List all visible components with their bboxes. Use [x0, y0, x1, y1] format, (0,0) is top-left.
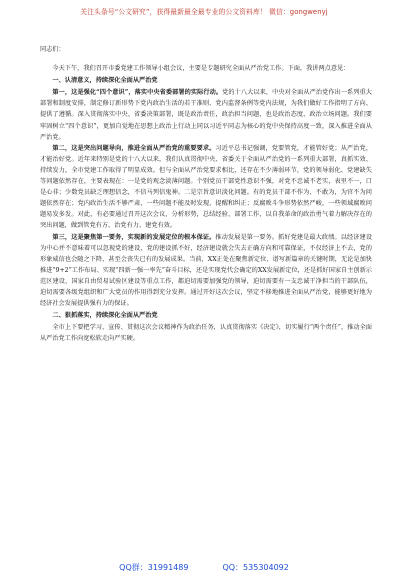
greeting: 同志们： [40, 46, 65, 53]
footer-qq: QQ：535304092 [222, 563, 289, 572]
paragraph-second-body: 习近平总书记强调，党要管党，才能管好党；从严治党，才能治好党。近年来特别是党的十八大以来，我们认真贯彻中央、省委关于全面从严治党的一系列重大部署，真抓实效、持续发力，全市党建工作取得了明显成效。但与全面从严治党要求相比，还存在不少薄弱环节，党的领导弱化、党建缺失等问题依然存在，主要表现在：一是党的观念淡薄问题。个别党员干部党性意识不强，对党不忠诚不老实，表里不一，口是心非；少数党员缺乏理想信念，不信马列信鬼神。二是宗旨意识淡化问题。有的党员干部不作为、不敢为，为官不为问题依然存在；党内政治生活不够严肃，一些问题不能及时发现、提醒和纠正；反腐败斗争形势依然严峻，一些领域腐败问题易发多发。对此，有必要通过召开这次会议，分析形势，总结经验、部署工作，以自我革命的政治勇气着力解决存在的突出问题，做到管党有方、治党有力、建党有效。 [40, 144, 373, 230]
paragraph-third-body: 推动发展是第一要务。抓好党建是最大政绩。以经济建设为中心并不意味着可以忽视党的建设，党的建设抓不好，经济建设就会失去正确方向和可靠保证，不仅经济上不去，党的形象威信也会随之下降，甚至会丧失已有的发展成果。当前，XX正处在聚焦新定位、谱写新篇章的关键时期，无论是加快推进“9+2”工作布局、实现“四新一强一率先”奋斗目标，还是实现党代会确定的XX发展新定位，还是抓好国家自主创新示范区建设、国家自由贸易试验区建设等重点工作，都迫切需要加强党的领导，迫切需要有一支忠诚干净担当的干部队伍，迫切需要各级党组织和广大党员的作用得到充分发挥。通过开好这次会议，坚定不移地推进全面从严治党，能够更好地为经济社会发展提供强有力的保证。 [40, 233, 373, 308]
footer-contact [0, 562, 408, 573]
intro-paragraph: 今天下午，我们召开市委党建工作领导小组会议，主要是专题研究全面从严治党工作。下面，我讲两点意见： [52, 65, 350, 73]
paragraph-third-lead: 第三，这是聚焦第一要务，实现新的发展定位的根本保证。 [52, 233, 216, 241]
section-heading-1: 一、认清意义，持续深化全面从严治党 [52, 77, 158, 85]
paragraph-first-lead: 第一，这是强化“四个意识”，落实中央省委部署的实际行动。 [52, 89, 223, 97]
paragraph-second-lead: 第二，这是突出问题导向，推进全面从严治党的重要要求。 [52, 144, 216, 152]
paragraph-first-body: 党的十八大以来，中央对全面从严治党作出一系列重大部署和制度安排，制定修订新形势下党内政治生活的若干准则、党内监督条例等党内法规，为我们做好工作指明了方向、提供了遵循。深入贯彻落实中央、省委决策部署，既是政治责任，政治担当问题，也是政治态度、政治立场问题。我们要牢固树立“四个意识”，更加自觉地在思想上政治上行动上同以习近平同志为核心的党中央保持高度一致，深入推进全面从严治党。 [40, 89, 372, 141]
paragraph-first [40, 87, 372, 142]
section-heading-2: 二、狠抓落实，持续深化全面从严治党 [52, 312, 158, 320]
top-banner: 关注头条号“公文研究”，获得最新最全最专业的公文资料库！ 微信：gongwenyj [80, 8, 328, 16]
closing-paragraph: 全市上下要把学习、宣传、贯彻这次会议精神作为政治任务，认真贯彻落实《决定》，切实履行“两个责任”，推动全面从严治党工作向宽松软走向严实硬。 [40, 324, 372, 343]
footer-qq-group: QQ群：31991489 [119, 563, 189, 572]
paragraph-second [40, 143, 372, 232]
paragraph-third [40, 232, 372, 310]
document-body [40, 44, 372, 344]
